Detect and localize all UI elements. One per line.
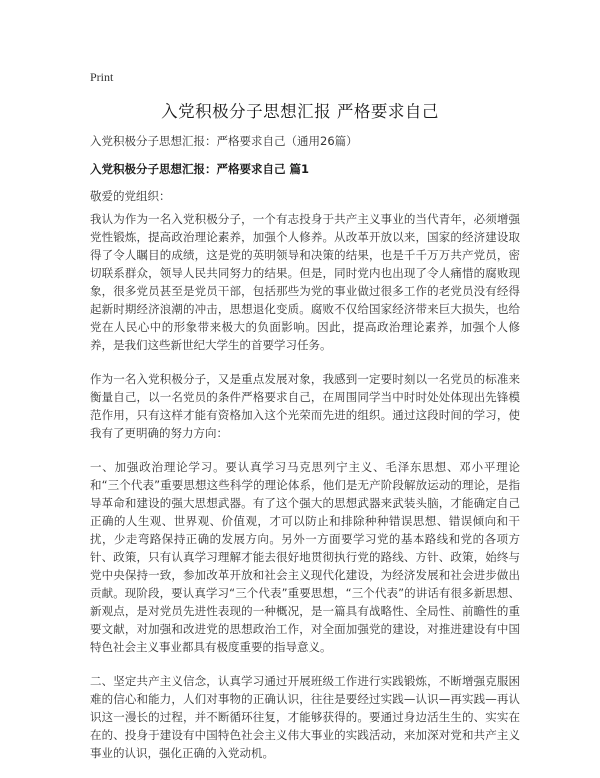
paragraph-2: 作为一名入党积极分子，又是重点发展对象，我感到一定要时刻以一名党员的标准来衡量自己，以一名党员的条件严格要求自己，在周围同学当中时时处处体现出先锋模范作用，只有这样才能有资格加入这个光荣而先进的组织。通过这段时间的学习，使我有了更明确的努力方向： — [90, 372, 520, 440]
section-heading: 入党积极分子思想汇报：严格要求自己 篇1 — [90, 162, 310, 176]
document-subtitle: 入党积极分子思想汇报：严格要求自己（通用26篇） — [90, 134, 358, 148]
print-label: Print — [90, 70, 114, 84]
paragraph-3: 一、加强政治理论学习。要认真学习马克思列宁主义、毛泽东思想、邓小平理论和“三个代表”重要思想这些科学的理论体系，他们是无产阶段解放运动的理论，是指导革命和建设的强大思想武器。有了这个强大的思想武器来武装头脑，才能确定自己正确的人生观、世界观、价值观，才可以防止和排除种种错误思想、错误倾向和干扰，少走弯路保持正确的发展方向。另外一方面要学习党的基本路线和党的各项方针、政策，只有认真学习理解才能去很好地贯彻执行党的路线、方针、政策，始终与党中央保持一致，参加改革开放和社会主义现代化建设，为经济发展和社会进步做出贡献。现阶段，要认真学习“三个代表”重要思想，“三个代表”的讲话有很多新思想、新观点，是对党员先进性表现的一种概况，是一篇具有战略性、全局性、前瞻性的重要文献，对加强和改进党的思想政治工作，对全面加强党的建设，对推进建设有中国特色社会主义事业都具有极度重要的指导意义。 — [90, 460, 520, 654]
paragraph-1: 我认为作为一名入党积极分子，一个有志投身于共产主义事业的当代青年，必须增强党性锻炼，提高政治理论素养，加强个人修养。从改革开放以来，国家的经济建设取得了令人瞩目的成绩，这是党的英明领导和决策的结果，也是千千万万共产党员，密切联系群众，领导人民共同努力的结果。但是，同时党内也出现了令人痛惜的腐败现象，很多党员甚至是党员干部，包括那些为党的事业做过很多工作的老党员没有经得起新时期经济浪潮的冲击，思想退化变质。腐败不仅给国家经济带来巨大损失，也给党在人民心中的形象带来极大的负面影响。因此，提高政治理论素养，加强个人修养，是我们这些新世纪大学生的首要学习任务。 — [90, 212, 520, 352]
paragraph-4: 二、坚定共产主义信念，认真学习通过开展班级工作进行实践锻炼，不断增强克服困难的信心和能力，人们对事物的正确认识，往往是要经过实践—认识—再实践—再认识这一漫长的过程，并不断循环往复，才能够获得的。要通过身边活生生的、实实在在的、投身于建设有中国特色社会主义伟大事业的实践活动，来加深对党和共产主义事业的认识，强化正确的入党动机。 — [90, 674, 520, 760]
body-content — [90, 210, 520, 778]
salutation: 敬爱的党组织： — [90, 189, 171, 203]
page-title: 入党积极分子思想汇报 严格要求自己 — [161, 102, 439, 121]
